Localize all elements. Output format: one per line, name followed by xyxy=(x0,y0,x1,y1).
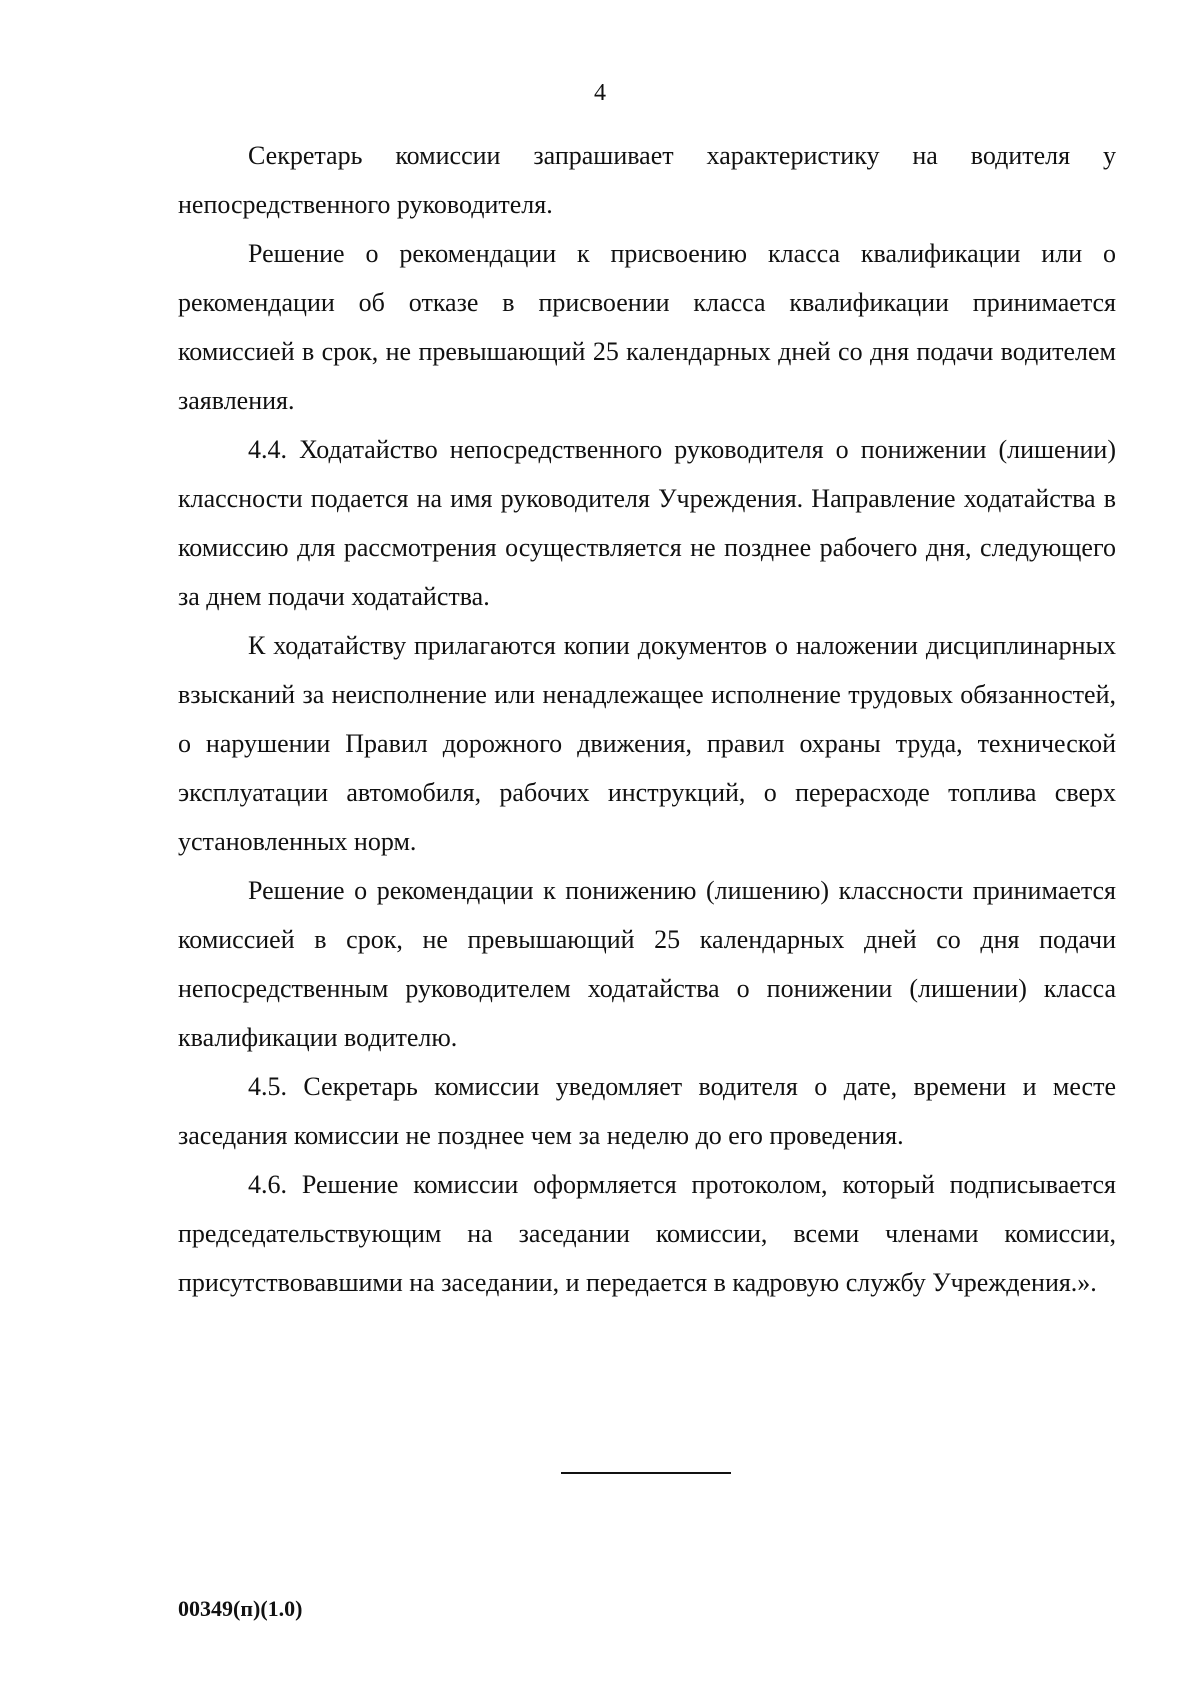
paragraph: К ходатайству прилагаются копии документов о наложении дисциплинарных взысканий за неисполнение или ненадлежащее исполнение трудовых обязанностей, о нарушении Правил дорожного движения, правил охраны труда, технической эксплуатации автомобиля, рабочих инструкций, о перерасходе топлива сверх установленных норм. xyxy=(178,631,1116,856)
end-separator-line xyxy=(561,1472,731,1474)
paragraph: 4.4. Ходатайство непосредственного руководителя о понижении (лишении) классности подается на имя руководителя Учреждения. Направление ходатайства в комиссию для рассмотрения осуществляется не позднее рабочего дня, следующего за днем подачи ходатайства. xyxy=(178,435,1116,611)
paragraph: Решение о рекомендации к присвоению класса квалификации или о рекомендации об отказе в присвоении класса квалификации принимается комиссией в срок, не превышающий 25 календарных дней со дня подачи водителем заявления. xyxy=(178,239,1116,415)
document-code: 00349(п)(1.0) xyxy=(178,1596,303,1621)
page-number: 4 xyxy=(594,80,606,106)
paragraph: Секретарь комиссии запрашивает характеристику на водителя у непосредственного руководителя. xyxy=(178,141,1116,219)
paragraph: 4.6. Решение комиссии оформляется протоколом, который подписывается председательствующим на заседании комиссии, всеми членами комиссии, присутствовавшими на заседании, и передается в кадровую службу Учреждения.». xyxy=(178,1170,1116,1297)
paragraph: Решение о рекомендации к понижению (лишению) классности принимается комиссией в срок, не превышающий 25 календарных дней со дня подачи непосредственным руководителем ходатайства о понижении (лишении) класса квалификации водителю. xyxy=(178,876,1116,1052)
document-body xyxy=(178,131,1116,1307)
paragraph: 4.5. Секретарь комиссии уведомляет водителя о дате, времени и месте заседания комиссии не позднее чем за неделю до его проведения. xyxy=(178,1072,1116,1150)
